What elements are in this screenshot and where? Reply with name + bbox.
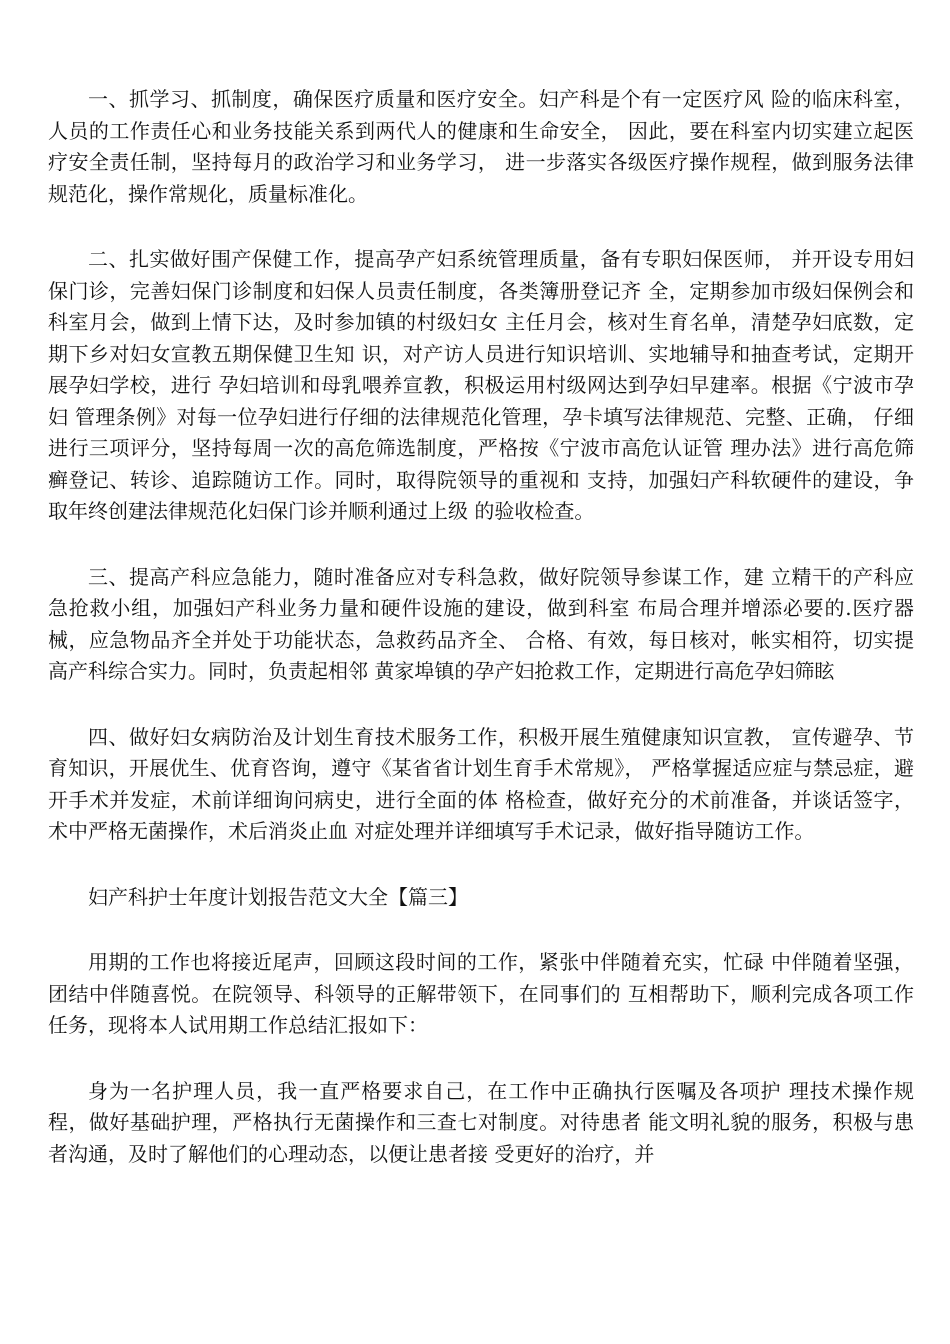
- paragraph-gap: [48, 688, 914, 722]
- paragraph-6: 身为一名护理人员，我一直严格要求自己，在工作中正确执行医嘱及各项护 理技术操作规程，做好基础护理，严格执行无菌操作和三查七对制度。对待患者 能文明礼貌的服务，积极与患者沟通，及时了解他们的心理动态，以便让患者接 受更好的治疗，并: [48, 1078, 914, 1166]
- section-heading: 妇产科护士年度计划报告范文大全【篇三】: [88, 884, 468, 909]
- paragraph-5: 用期的工作也将接近尾声，回顾这段时间的工作，紧张中伴随着充实，忙碌 中伴随着坚强，团结中伴随喜悦。在院领导、科领导的正解带领下，在同事们的 互相帮助下，顺利完成各项工作任务，现将本人试用期工作总结汇报如下：: [48, 950, 914, 1037]
- paragraph-4: 四、做好妇女病防治及计划生育技术服务工作，积极开展生殖健康知识宣教， 宣传避孕、节育知识，开展优生、优育咨询，遵守《某省省计划生育手术常规》， 严格掌握适应症与禁忌症，避开手术并发症，术前详细询问病史，进行全面的体 格检查，做好充分的术前准备，并谈话签字，术中严格无菌操作，术后消炎止血 对症处理并详细填写手术记录，做好指导随访工作。: [48, 724, 914, 843]
- paragraph-1: 一、抓学习、抓制度，确保医疗质量和医疗安全。妇产科是个有一定医疗风 险的临床科室，人员的工作责任心和业务技能关系到两代人的健康和生命安全， 因此，要在科室内切实建立起医疗安全责任制，坚持每月的政治学习和业务学习， 进一步落实各级医疗操作规程，做到服务法律规范化，操作常规化，质量标准化。: [48, 87, 914, 206]
- paragraph-gap: [48, 1042, 914, 1076]
- paragraph-3: 三、提高产科应急能力，随时准备应对专科急救，做好院领导参谋工作，建 立精干的产科应急抢救小组，加强妇产科业务力量和硬件设施的建设，做到科室 布局合理并增添必要的.医疗器械，应急物品齐全并处于功能状态，急救药品齐全、 合格、有效，每日核对，帐实相符，切实提高产科综合实力。同时，负责起相邻 黄家埠镇的孕产妇抢救工作，定期进行高危孕妇筛眩: [48, 564, 914, 683]
- document-page: [48, 84, 914, 1170]
- paragraph-gap: [48, 528, 914, 562]
- paragraph-gap: [48, 210, 914, 244]
- paragraph-gap: [48, 848, 914, 882]
- paragraph-2: 二、扎实做好围产保健工作，提高孕产妇系统管理质量，备有专职妇保医师， 并开设专用妇保门诊，完善妇保门诊制度和妇保人员责任制度，各类簿册登记齐 全，定期参加市级妇保例会和科室月会，做到上情下达，及时参加镇的村级妇女 主任月会，核对生育名单，清楚孕妇底数，定期下乡对妇女宣教五期保健卫生知 识，对产访人员进行知识培训、实地辅导和抽查考试，定期开展孕妇学校，进行 孕妇培训和母乳喂养宣教，积极运用村级网达到孕妇早建率。根据《宁波市孕妇 管理条例》对每一位孕妇进行仔细的法律规范化管理，孕卡填写法律规范、完整、正确， 仔细进行三项评分，坚持每周一次的高危筛选制度，严格按《宁波市高危认证管 理办法》进行高危筛癣登记、转诊、追踪随访工作。同时，取得院领导的重视和 支持，加强妇产科软硬件的建设，争取年终创建法律规范化妇保门诊并顺利通过上级 的验收检查。: [48, 247, 914, 523]
- paragraph-gap: [48, 913, 914, 947]
